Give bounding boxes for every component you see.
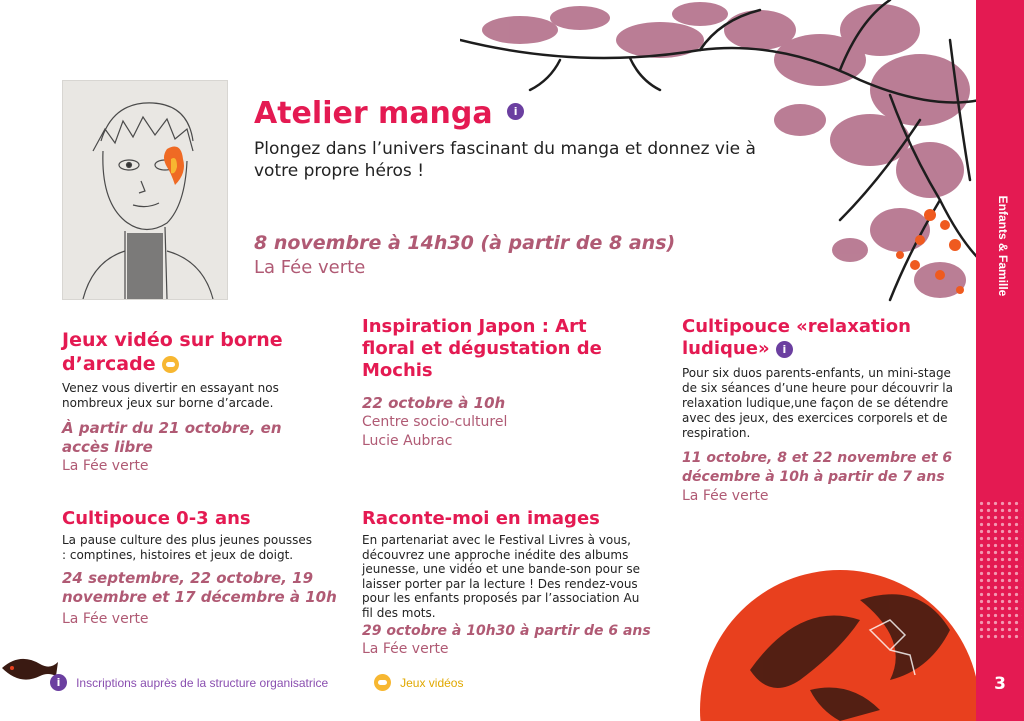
info-icon: i	[507, 103, 524, 120]
atelier-manga-date: 8 novembre à 14h30 (à partir de 8 ans)	[254, 232, 676, 254]
event-place: La Fée verte	[62, 458, 149, 474]
info-icon: i	[776, 341, 793, 358]
event-place: Centre socio-culturel Lucie Aubrac	[362, 414, 508, 449]
event-title: Cultipouce 0-3 ans	[62, 508, 251, 529]
legend-games-text: Jeux vidéos	[400, 676, 464, 690]
event-inspiration-japon	[362, 316, 632, 451]
event-raconte-moi	[362, 508, 682, 659]
event-description: Venez vous divertir en essayant nos nombreux jeux sur borne d’arcade.	[62, 381, 279, 410]
event-place: La Fée verte	[362, 641, 449, 657]
event-description: Pour six duos parents-enfants, un mini-stage de six séances d’une heure pour découvrir la relaxation ludique,une façon de se détendre avec des jeux, des exercices corporels et de respiration.	[682, 366, 953, 440]
koi-illustration	[690, 560, 980, 721]
info-icon: i	[50, 674, 67, 691]
legend-info-text: Inscriptions auprès de la structure organisatrice	[76, 676, 329, 690]
event-date: 11 octobre, 8 et 22 novembre et 6 décembre à 10h à partir de 7 ans	[682, 450, 953, 485]
event-date: 24 septembre, 22 octobre, 19 novembre et 17 décembre à 10h	[62, 569, 337, 606]
atelier-manga-heading	[254, 96, 524, 131]
atelier-manga-title: Atelier manga	[254, 96, 493, 131]
section-label: Enfants & Famille	[996, 195, 1010, 297]
event-arcade	[62, 328, 332, 476]
legend-games	[374, 672, 463, 691]
manga-face-sketch	[63, 81, 227, 299]
manga-drawing-photo	[62, 80, 228, 300]
atelier-manga-description: Plongez dans l’univers fascinant du manga et donnez vie à votre propre héros !	[254, 139, 756, 181]
atelier-manga-place: La Fée verte	[254, 257, 366, 278]
event-place: La Fée verte	[62, 611, 149, 627]
side-band	[976, 0, 1024, 721]
event-description: En partenariat avec le Festival Livres à vous, découvrez une approche inédite des albums jeunesse, une vidéo et une bande-son pour se laisser porter par la lecture ! Des rendez-vous pour les enfants proposés par l’association Au fil des mots.	[362, 533, 641, 620]
gamepad-icon	[374, 674, 391, 691]
event-title: Jeux vidéo sur borne d’arcade	[62, 329, 283, 375]
event-cultipouce-0-3	[62, 508, 352, 629]
event-date: À partir du 21 octobre, en accès libre	[62, 419, 282, 456]
event-description: La pause culture des plus jeunes pousses : comptines, histoires et jeux de doigt.	[62, 533, 312, 562]
event-date: 29 octobre à 10h30 à partir de 6 ans	[362, 623, 651, 639]
page-number: 3	[994, 674, 1006, 694]
legend-info	[50, 672, 328, 691]
gamepad-icon	[162, 356, 179, 373]
event-date: 22 octobre à 10h	[362, 394, 506, 412]
event-title: Raconte-moi en images	[362, 508, 600, 529]
event-cultipouce-relaxation	[682, 316, 982, 506]
event-place: La Fée verte	[682, 488, 769, 504]
event-title: Inspiration Japon : Art floral et dégustation de Mochis	[362, 316, 602, 381]
dot-pattern	[978, 500, 1022, 640]
event-title: Cultipouce «relaxation ludique» i	[682, 316, 911, 359]
